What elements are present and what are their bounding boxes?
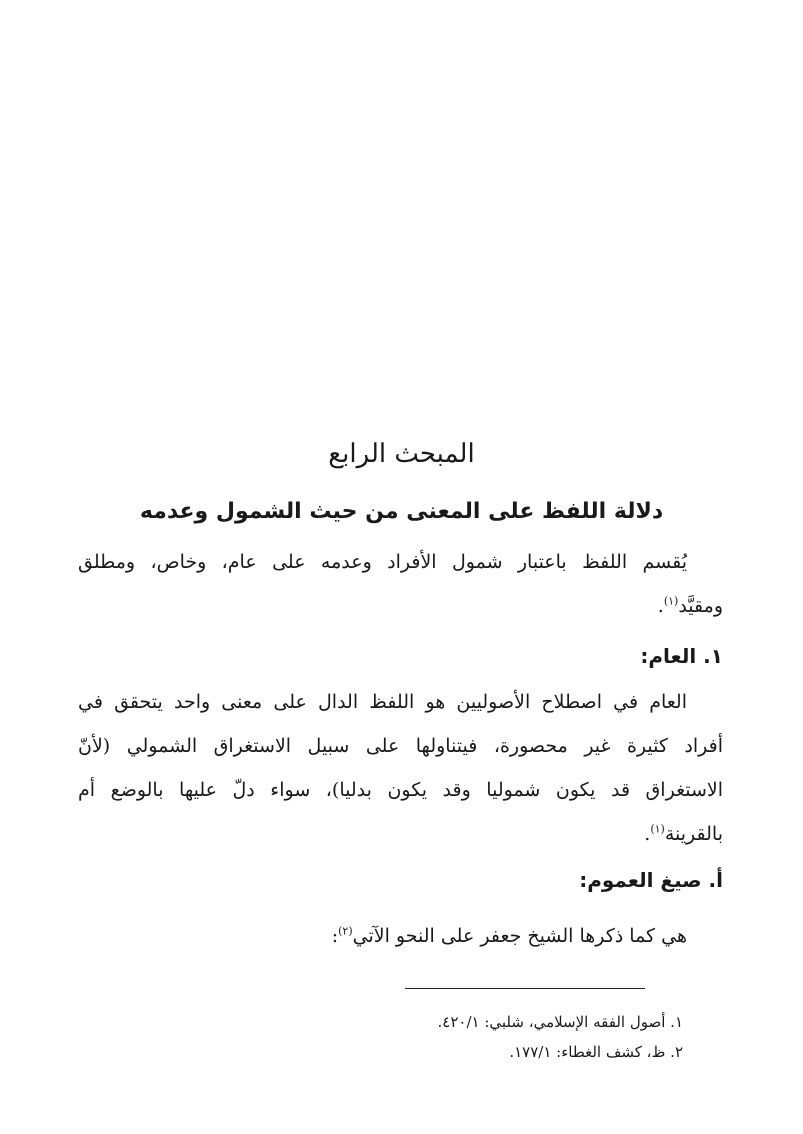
intro-paragraph	[78, 540, 723, 628]
forms-intro	[78, 914, 723, 958]
intro-line-2-end: .	[657, 595, 664, 617]
section-title: دلالة اللفظ على المعنى من حيث الشمول وعدمه	[139, 499, 664, 524]
heading-forms: أ. صيغ العموم:	[579, 868, 723, 892]
general-line-1: العام في اصطلاح الأصوليين هو اللفظ الدال على معنى واحد يتحقق في	[78, 691, 687, 713]
general-line-3: الاستغراق قد يكون شموليا وقد يكون بدليا)، سواء دلّ عليها بالوضع أم	[78, 779, 723, 801]
footnote-ref: (١)	[650, 822, 665, 836]
general-line-4-text: بالقرينة	[664, 823, 723, 845]
general-line-4	[78, 812, 723, 856]
footnote-1: ١. أصول الفقه الإسلامي، شلبي: ٤٢٠/١.	[437, 1013, 683, 1031]
intro-line-1: يُقسم اللفظ باعتبار شمول الأفراد وعدمه على عام، وخاص، ومطلق	[78, 551, 687, 573]
forms-intro-line	[78, 914, 723, 958]
footnote-2: ٢. ظ، كشف الغطاء: ١٧٧/١.	[509, 1043, 683, 1061]
forms-intro-end: :	[331, 925, 339, 947]
intro-line-2	[78, 584, 723, 628]
footnote-ref: (١)	[663, 594, 679, 608]
forms-intro-text: هي كما ذكرها الشيخ جعفر على النحو الآتي	[352, 925, 687, 947]
general-paragraph	[78, 680, 723, 856]
intro-line-2-text: ومقيَّد	[678, 595, 723, 617]
footnote-ref: (٢)	[338, 924, 353, 938]
footnote-separator	[405, 988, 645, 989]
heading-general: ١. العام:	[640, 644, 723, 668]
general-line-2: أفراد كثيرة غير محصورة، فيتناولها على سبيل الاستغراق الشمولي (لأنّ	[78, 735, 723, 757]
general-line-4-end: .	[644, 823, 651, 845]
chapter-heading: المبحث الرابع	[328, 439, 475, 469]
